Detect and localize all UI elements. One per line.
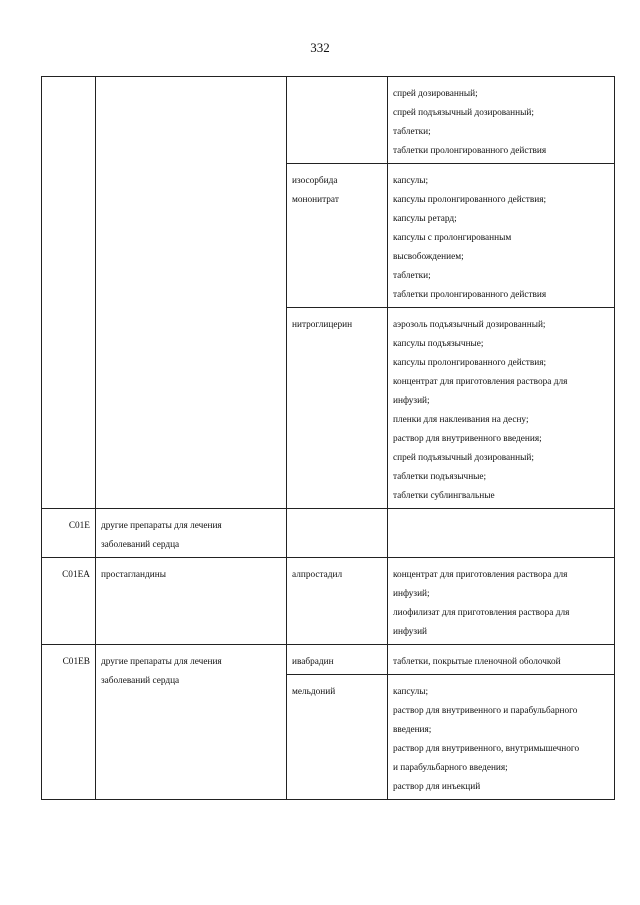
dosage-forms-cell-line: капсулы с пролонгированным — [393, 233, 512, 243]
page-number: 332 — [310, 40, 330, 55]
dosage-forms-cell-line: капсулы подъязычные; — [393, 339, 484, 349]
drug-name-cell — [287, 645, 388, 675]
dosage-forms-cell-line: капсулы пролонгированного действия; — [393, 195, 547, 205]
atc-code-cell-line: C01E — [68, 521, 90, 531]
drug-name-cell-line: мельдоний — [292, 687, 336, 697]
dosage-forms-cell-line: инфузий — [393, 627, 428, 637]
drug-name-cell — [287, 308, 388, 509]
dosage-forms-cell-line: раствор для инъекций — [393, 782, 481, 792]
dosage-forms-cell-line: таблетки пролонгированного действия — [393, 146, 547, 156]
dosage-forms-cell-line: концентрат для приготовления раствора для — [393, 377, 568, 387]
drug-registry-table — [41, 76, 615, 800]
group-name-cell — [96, 558, 287, 645]
table-row — [42, 558, 615, 645]
drug-name-cell-line: ивабрадин — [292, 657, 334, 667]
group-name-cell-line: другие препараты для лечения — [101, 521, 222, 531]
dosage-forms-cell-line: таблетки подъязычные; — [393, 472, 487, 482]
group-name-cell-line: простагландины — [101, 570, 166, 580]
group-name-cell-line: заболеваний сердца — [101, 540, 180, 550]
dosage-forms-cell-line: таблетки пролонгированного действия — [393, 290, 547, 300]
dosage-forms-cell — [388, 308, 615, 509]
drug-name-cell-line: алпростадил — [292, 570, 343, 580]
dosage-forms-cell-line: пленки для наклеивания на десну; — [393, 415, 529, 425]
drug-name-cell — [287, 509, 388, 558]
dosage-forms-cell — [388, 645, 615, 675]
table-row — [42, 645, 615, 675]
drug-name-cell-line: нитроглицерин — [292, 320, 353, 330]
dosage-forms-cell-line: высвобождением; — [393, 252, 464, 262]
atc-code-cell — [42, 77, 96, 509]
dosage-forms-cell-line: инфузий; — [393, 589, 430, 599]
group-name-cell-line: другие препараты для лечения — [101, 657, 222, 667]
drug-name-cell — [287, 558, 388, 645]
group-name-cell — [96, 645, 287, 800]
table-row — [42, 509, 615, 558]
dosage-forms-cell — [388, 164, 615, 308]
atc-code-cell — [42, 509, 96, 558]
atc-code-cell-line: C01EA — [62, 570, 90, 580]
drug-name-cell — [287, 675, 388, 800]
dosage-forms-cell-line: инфузий; — [393, 396, 430, 406]
atc-code-cell — [42, 558, 96, 645]
dosage-forms-cell — [388, 509, 615, 558]
drug-name-cell-line: изосорбида — [292, 176, 338, 186]
group-name-cell — [96, 77, 287, 509]
dosage-forms-cell-line: капсулы; — [393, 176, 429, 186]
dosage-forms-cell-line: таблетки сублингвальные — [393, 491, 495, 501]
dosage-forms-cell — [388, 558, 615, 645]
dosage-forms-cell-line: концентрат для приготовления раствора для — [393, 570, 568, 580]
dosage-forms-cell-line: таблетки; — [393, 127, 431, 137]
atc-code-cell-line: C01EB — [62, 657, 90, 667]
dosage-forms-cell-line: капсулы ретард; — [393, 214, 457, 224]
dosage-forms-cell-line: раствор для внутривенного введения; — [393, 434, 542, 444]
atc-code-cell — [42, 645, 96, 800]
dosage-forms-cell-line: капсулы пролонгированного действия; — [393, 358, 547, 368]
dosage-forms-cell-line: аэрозоль подъязычный дозированный; — [393, 320, 546, 330]
dosage-forms-cell — [388, 675, 615, 800]
dosage-forms-cell-line: таблетки, покрытые пленочной оболочкой — [393, 657, 561, 667]
dosage-forms-cell-line: спрей дозированный; — [393, 89, 478, 99]
drug-name-cell — [287, 77, 388, 164]
dosage-forms-cell-line: спрей подъязычный дозированный; — [393, 108, 534, 118]
dosage-forms-cell-line: раствор для внутривенного и парабульбарного — [393, 706, 578, 716]
dosage-forms-cell-line: введения; — [393, 725, 432, 735]
dosage-forms-cell-line: лиофилизат для приготовления раствора для — [393, 608, 570, 618]
dosage-forms-cell-line: капсулы; — [393, 687, 429, 697]
dosage-forms-cell-line: таблетки; — [393, 271, 431, 281]
group-name-cell-line: заболеваний сердца — [101, 676, 180, 686]
dosage-forms-cell-line: спрей подъязычный дозированный; — [393, 453, 534, 463]
dosage-forms-cell-line: раствор для внутривенного, внутримышечного — [393, 744, 580, 754]
group-name-cell — [96, 509, 287, 558]
dosage-forms-cell — [388, 77, 615, 164]
table-row — [42, 77, 615, 164]
dosage-forms-cell-line: и парабульбарного введения; — [393, 763, 508, 773]
drug-name-cell-line: мононитрат — [292, 195, 339, 205]
drug-name-cell — [287, 164, 388, 308]
